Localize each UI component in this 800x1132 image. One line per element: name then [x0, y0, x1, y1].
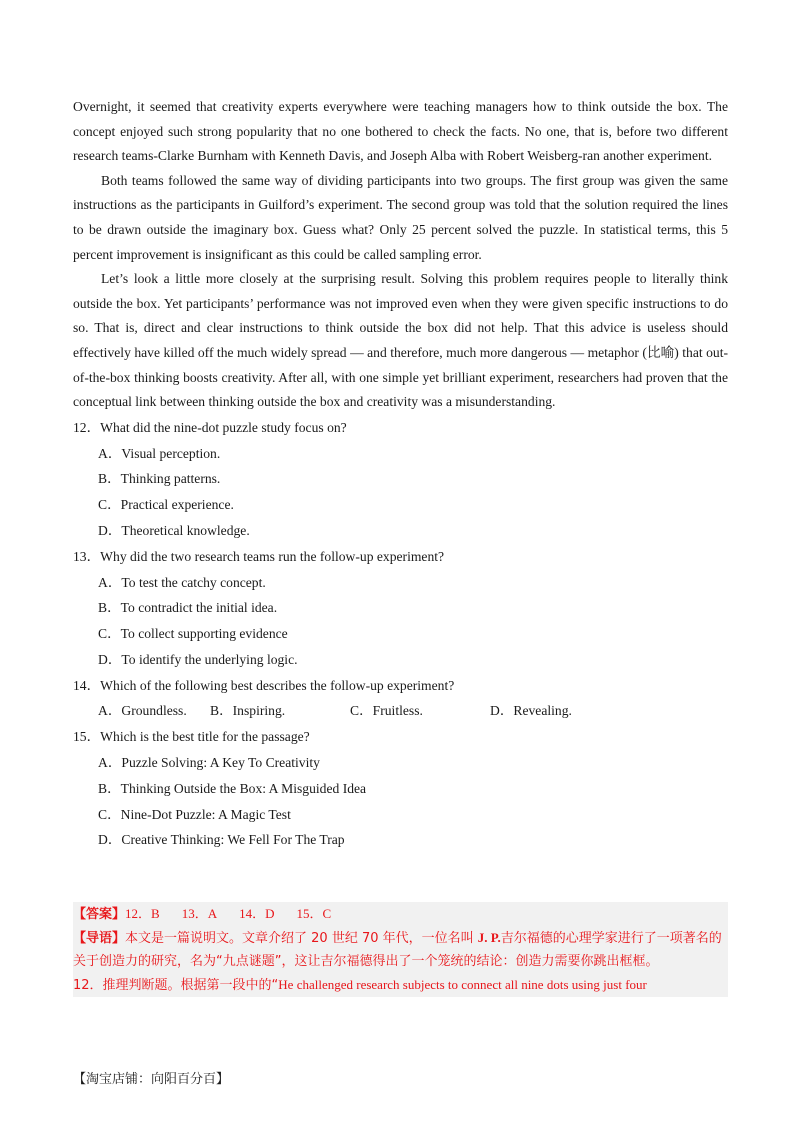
answer-12: 12．B	[125, 906, 160, 921]
question-stem: 15．Which is the best title for the passage?	[73, 729, 310, 745]
question-13	[73, 544, 728, 673]
answer-13: 13．A	[181, 906, 218, 921]
option-b: B．To contradict the initial idea.	[98, 600, 278, 616]
option-d: D．Creative Thinking: We Fell For The Trap	[98, 832, 345, 848]
option-b: B．Thinking Outside the Box: A Misguided Idea	[98, 780, 367, 796]
options-row	[98, 698, 728, 724]
option-c: C．Fruitless.	[350, 703, 423, 719]
option-d: D．Revealing.	[490, 703, 572, 719]
question-15	[73, 724, 728, 853]
option-b: B．Thinking patterns.	[98, 471, 221, 487]
option-a: A．Visual perception.	[98, 445, 221, 461]
intro-name: J. P.	[477, 930, 501, 945]
option-c: C．Nine-Dot Puzzle: A Magic Test	[98, 806, 291, 822]
passage-paragraph-1: Overnight, it seemed that creativity experts everywhere were teaching managers how to think outside the box. The concept enjoyed such strong popularity that no one bothered to check the facts. No one, that is, before two different research teams-Clarke Burnham with Kenneth Davis, and Joseph Alba with Robert Weisberg-ran another experiment.	[73, 99, 728, 164]
option-c: C．To collect supporting evidence	[98, 626, 288, 642]
question-stem: 14．Which of the following best describes the follow-up experiment?	[73, 677, 455, 693]
passage-content	[73, 95, 728, 853]
explanation-prefix: 12．推理判断题。根据第一段中的“	[73, 978, 279, 993]
option-c: C．Practical experience.	[98, 497, 234, 513]
question-stem: 13．Why did the two research teams run the follow-up experiment?	[73, 548, 445, 564]
intro-part-1: 本文是一篇说明文。文章介绍了 20 世纪 70 年代，一位名叫	[125, 931, 478, 946]
question-stem: 12．What did the nine-dot puzzle study focus on?	[73, 419, 347, 435]
answer-label: 【答案】	[73, 907, 126, 922]
question-12	[73, 415, 728, 544]
explanation-quote: He challenged research subjects to connect all nine dots using just four	[278, 977, 647, 992]
option-d: D．Theoretical knowledge.	[98, 522, 250, 538]
option-b: B．Inspiring.	[210, 703, 286, 719]
answer-15: 15．C	[296, 906, 332, 921]
intro-text	[73, 926, 728, 973]
option-d: D．To identify the underlying logic.	[98, 651, 298, 667]
option-a: A．Puzzle Solving: A Key To Creativity	[98, 755, 320, 771]
option-a: A．Groundless.	[98, 703, 187, 719]
passage-paragraph-2: Both teams followed the same way of dividing participants into two groups. The first group was given the same instructions as the participants in Guilford’s experiment. The second group was told that the solution required the lines to be drawn outside the imaginary box. Guess what? Only 25 percent solved the puzzle. In statistical terms, this 5 percent improvement is insignificant as this could be called sampling error.	[73, 172, 728, 262]
intro-label: 【导语】	[73, 931, 126, 946]
option-a: A．To test the catchy concept.	[98, 574, 266, 590]
question-14	[73, 673, 728, 725]
answer-key	[73, 902, 728, 926]
explanation-12	[73, 973, 728, 997]
answer-14: 14．D	[239, 906, 275, 921]
passage-paragraph-3: Let’s look a little more closely at the surprising result. Solving this problem requires people to literally think outside the box. Yet participants’ performance was not improved even when they were given specific instructions to do so. That is, direct and clear instructions to think outside the box did not help. That this advice is useless should effectively have killed off the much widely spread — and therefore, much more dangerous — metaphor (比喻) that out-of-the-box thinking boosts creativity. After all, with one simple yet brilliant experiment, researchers had proven that the conceptual link between thinking outside the box and creativity was a misunderstanding.	[73, 271, 728, 410]
answer-section	[73, 902, 728, 997]
shop-footer: 【淘宝店铺：向阳百分百】	[73, 1072, 230, 1087]
intro-part-2: 吉尔福德的心理学家进行了一项著名的关于创造力的研究，名为“九点谜题”，这让吉尔福德得出了一个笼统的结论：创造力需要你跳出框框。	[73, 931, 722, 969]
